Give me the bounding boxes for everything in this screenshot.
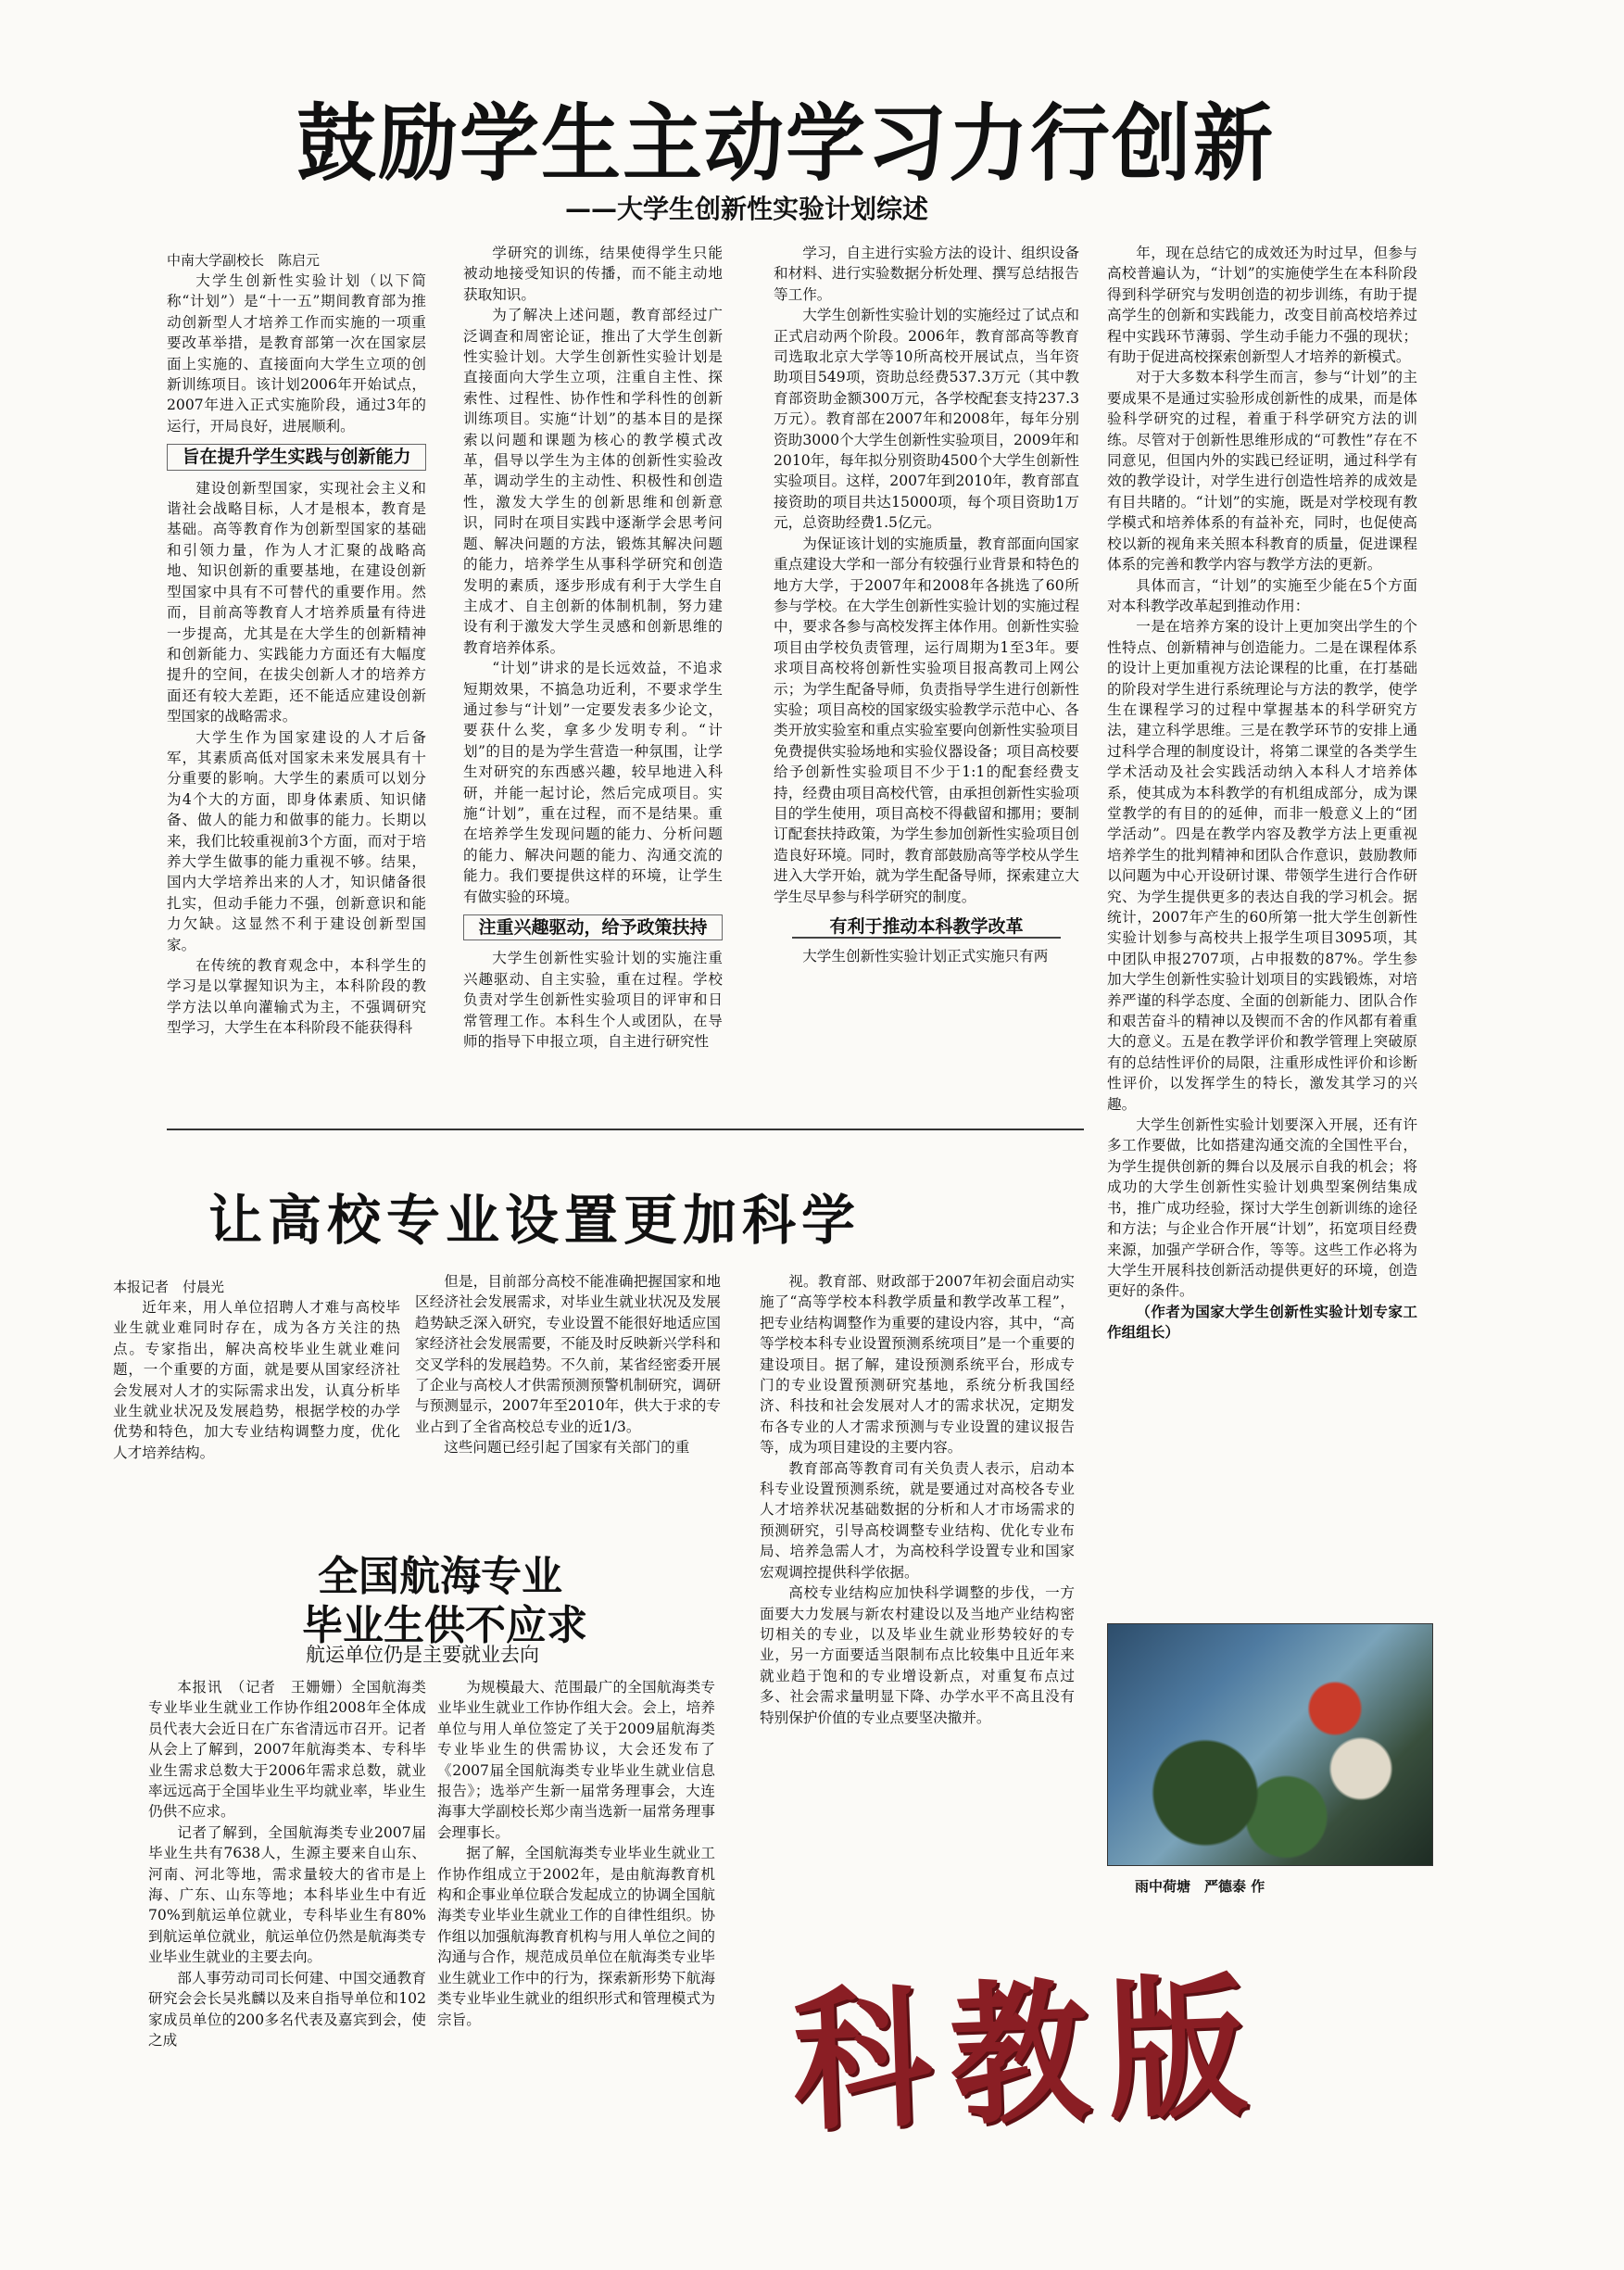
article3-column-2 (437, 1677, 715, 2112)
paragraph: 近年来，用人单位招聘人才难与高校毕业生就业难同时存在，成为各方关注的热点。专家指出，解决高校毕业生就业难问题，一个重要的方面，就是要从国家经济社会发展对人才的实际需求出发，认真分析毕业生就业状况及发展趋势，根据学校的办学优势和特色，加大专业结构调整力度，优化人才培养结构。 (113, 1299, 400, 1461)
article2-column-2 (415, 1271, 721, 1512)
article1-subheading-3: 有利于推动本科教学改革 (792, 916, 1061, 939)
paragraph: 对于大多数本科学生而言，参与“计划”的主要成果不是通过实验形成创新性的成果，而是体验科学研究的过程，着重于科学研究方法的训练。尽管对于创新性思维形成的“可教性”存在不同意见，但国内外的实践已经证明，通过科学有效的教学设计，对学生进行创造性培养的成效是有目共睹的。“计划”的实施，既是对学校现有教学模式和培养体系的有益补充，同时，也促使高校以新的视角来关照本科教育的质量，促进课程体系的完善和教学内容与教学方法的更新。 (1107, 369, 1417, 574)
paragraph: 为规模最大、范围最广的全国航海类专业毕业生就业工作协作组大会。会上，培养单位与用人单位签定了关于2009届航海类专业毕业生的供需协议，大会还发布了《2007届全国航海类专业毕业生就业信息报告》；选举产生新一届常务理事会，大连海事大学副校长郑少南当选新一届常务理事会理事长。 (437, 1679, 715, 1841)
paragraph: 大学生作为国家建设的人才后备军，其素质高低对国家未来发展具有十分重要的影响。大学生的素质可以划分为4个大的方面，即身体素质、知识储备、做人的能力和做事的能力。长期以来，我们比较重视前3个方面，而对于培养大学生做事的能力重视不够。结果，国内大学培养出来的人才，知识储备很扎实，但动手能力不强，创新意识和能力欠缺。这显然不利于建设创新型国家。 (167, 728, 426, 953)
article1-column-2 (463, 243, 723, 1179)
paragraph: 学研究的训练，结果使得学生只能被动地接受知识的传播，而不能主动地获取知识。 (463, 245, 723, 303)
paragraph: 教育部高等教育司有关负责人表示，启动本科专业设置预测系统，就是要通过对高校各专业人才培养状况基础数据的分析和人才市场需求的预测研究，引导高校调整专业结构、优化专业布局、培养急需人才，为高校科学设置专业和国家宏观调控提供科学依据。 (760, 1459, 1075, 1581)
article2-column-1 (113, 1277, 400, 1518)
paragraph: 据了解，全国航海类专业毕业生就业工作协作组成立于2002年，是由航海教育机构和企事业单位联合发起成立的协调全国航海类专业毕业生就业工作的自律性组织。协作组以加强航海教育机构与用人单位之间的沟通与合作，规范成员单位在航海类专业毕业生就业工作中的行为，探索新形势下航海类专业毕业生就业的组织形式和管理模式为宗旨。 (437, 1845, 715, 2028)
article2-byline: 本报记者 付晨光 (113, 1279, 225, 1295)
article1-column-1 (167, 250, 426, 1177)
paragraph: 学习，自主进行实验方法的设计、组织设备和材料、进行实验数据分析处理、撰写总结报告等工作。 (774, 245, 1079, 303)
article1-byline: 中南大学副校长 陈启元 (167, 252, 321, 269)
paragraph: 为了解决上述问题，教育部经过广泛调查和周密论证，推出了大学生创新性实验计划。大学生创新性实验计划是直接面向大学生立项，注重自主性、探索性、过程性、协作性和学科性的创新训练项目。实施“计划”的基本目的是探索以问题和课题为核心的教学模式改革，倡导以学生为主体的创新性实验改革，调动学生的主动性、积极性和创造性，激发大学生的创新思维和创新意识，同时在项目实践中逐渐学会思考问题、解决问题的方法，锻炼其解决问题的能力，培养学生从事科学研究和创造发明的素质，逐步形成有利于大学生自主成才、自主创新的体制机制，努力建设有利于激发大学生灵感和创新思维的教育培养体系。 (463, 307, 723, 656)
main-headline: 鼓励学生主动学习力行创新 (296, 95, 1275, 193)
section-stamp: 科教版 (789, 1958, 1268, 2152)
paragraph: 一是在培养方案的设计上更加突出学生的个性特点、创新精神与创造能力。二是在课程体系的设计上更加重视方法论课程的比重，在打基础的阶段对学生进行系统理论与方法的教学，使学生在课程学习的过程中掌握基本的科学研究方法，建立科学思维。三是在教学环节的安排上通过科学合理的制度设计，将第二课堂的各类学生学术活动及社会实践活动纳入本科人才培养体系，使其成为本科教学的有机组成部分，成为课堂教学的有目的的延伸，而非一般意义上的“团学活动”。四是在教学内容及教学方法上更重视培养学生的批判精神和团队合作意识，鼓励教师以问题为中心开设研讨课、带领学生进行合作研究、为学生提供更多的表达自我的学习机会。据统计，2007年产生的60所第一批大学生创新性实验计划参与高校共上报学生项目3095项，其中团队申报2707项，占申报数的87%。学生参加大学生创新性实验计划项目的实践锻炼，对培养严谨的科学态度、全面的创新能力、团队合作和艰苦奋斗的精神以及锲而不舍的作风都有着重大的意义。五是在教学评价和教学管理上突破原有的总结性评价的局限，注重形成性评价和诊断性评价，以发挥学生的特长，激发其学习的兴趣。 (1107, 618, 1417, 1113)
paragraph: 但是，目前部分高校不能准确把握国家和地区经济社会发展需求，对毕业生就业状况及发展趋势缺乏深入研究，专业设置不能很好地适应国家经济社会发展需要，不能及时反映新兴学科和交叉学科的发展趋势。不久前，某省经密委开展了企业与高校人才供需预测预警机制研究，调研与预测显示，2007年至2010年，供大于求的专业占到了全省高校总专业的近1/3。 (415, 1273, 721, 1435)
paragraph: 大学生创新性实验计划正式实施只有两 (802, 948, 1049, 965)
paragraph: 为保证该计划的实施质量，教育部面向国家重点建设大学和一部分有较强行业背景和特色的地方大学，于2007年和2008年各挑选了60所参与学校。在大学生创新性实验计划的实施过程中，要求各参与高校发挥主体作用。创新性实验项目由学校负责管理，运行周期为1至3年。要求项目高校将创新性实验项目报高教司上网公示；为学生配备导师，负责指导学生进行创新性实验；项目高校的国家级实验教学示范中心、各类开放实验室和重点实验室要向创新性实验项目免费提供实验场地和实验仪器设备；项目高校要给予创新性实验项目不少于1:1的配套经费支持，经费由项目高校代管，由承担创新性实验项目的学生使用，项目高校不得截留和挪用；要制订配套扶持政策，为学生参加创新性实验项目创造良好环境。同时，教育部鼓励高等学校从学生进入大学开始，就为学生配备导师，探索建立大学生尽早参与科学研究的制度。 (774, 535, 1079, 905)
paragraph: 高校专业结构应加快科学调整的步伐，一方面要大力发展与新农村建设以及当地产业结构密切相关的专业，以及毕业生就业形势较好的专业，另一方面要适当限制布点比较集中且近年来就业趋于饱和的专业增设新点，对重复布点过多、社会需求量明显下降、办学水平不高且没有特别保护价值的专业点要坚决撤并。 (760, 1584, 1075, 1726)
lotus-painting-image (1107, 1623, 1433, 1866)
paragraph: 年，现在总结它的成效还为时过早，但参与高校普遍认为，“计划”的实施使学生在本科阶段得到科学研究与发明创造的初步训练，有助于提高学生的创新和实践能力，改变目前高校培养过程中实践环节薄弱、学生动手能力不强的现状；有助于促进高校探索创新型人才培养的新模式。 (1107, 245, 1417, 366)
painting-caption: 雨中荷塘 严德泰 作 (1135, 1878, 1265, 1895)
article3-headline-line2: 毕业生供不应求 (302, 1602, 587, 1649)
article1-subheading-1: 旨在提升学生实践与创新能力 (167, 444, 426, 470)
section-divider (167, 1129, 1084, 1130)
article3-column-1 (148, 1677, 426, 2112)
paragraph: 视。教育部、财政部于2007年初会面启动实施了“高等学校本科教学质量和教学改革工程”，把专业结构调整作为重要的建设内容，其中，“高等学校本科专业设置预测系统项目”是一个重要的建设项目。据了解，建设预测系统平台，形成专门的专业设置预测研究基地，系统分析我国经济、科技和社会发展对人才的需求状况，定期发布各专业的人才需求预测与专业设置的建议报告等，成为项目建设的主要内容。 (760, 1273, 1075, 1457)
paragraph: “计划”讲求的是长远效益，不追求短期效果，不搞急功近利，不要求学生通过参与“计划”一定要发表多少论文，要获什么奖，拿多少发明专利。“计划”的目的是为学生营造一种氛围，让学生对研究的东西感兴趣，较早地进入科研，并能一起讨论，然后完成项目。实施“计划”，重在过程，而不是结果。重在培养学生发现问题的能力、分析问题的能力、解决问题的能力、沟通交流的能力。我们要提供这样的环境，让学生有做实验的环境。 (463, 660, 723, 905)
article1-subheading-2: 注重兴趣驱动，给予政策扶持 (463, 914, 723, 940)
paragraph: 本报讯 （记者 王姗姗）全国航海类专业毕业生就业工作协作组2008年全体成员代表大会近日在广东省清远市召开。记者从会上了解到，2007年航海类本、专科毕业生需求总数大于2006年需求总数，就业率远远高于全国毕业生平均就业率，毕业生仍供不应求。 (148, 1679, 426, 1821)
paragraph: 具体而言，“计划”的实施至少能在5个方面对本科教学改革起到推动作用： (1107, 576, 1417, 614)
article2-headline: 让高校专业设置更加科学 (208, 1189, 862, 1252)
paragraph: 大学生创新性实验计划要深入开展，还有许多工作要做，比如搭建沟通交流的全国性平台，为学生提供创新的舞台以及展示自我的机会；将成功的大学生创新性实验计划典型案例结集成书，推广成功经验，探讨大学生创新训练的途径和方法；与企业合作开展“计划”，拓宽项目经费来源，加强产学研合作，等等。这些工作必将为大学生开展科技创新活动提供更好的环境，创造更好的条件。 (1107, 1116, 1417, 1300)
article3-headline-line1: 全国航海专业 (318, 1553, 562, 1600)
paragraph: 大学生创新性实验计划（以下简称“计划”）是“十一五”期间教育部为推动创新型人才培养工作而实施的一项重要改革举措，是教育部第一次在国家层面上实施的、直接面向大学生立项的创新训练项目。该计划2006年开始试点，2007年进入正式实施阶段，通过3年的运行，开局良好，进展顺利。 (167, 272, 426, 435)
paragraph: 这些问题已经引起了国家有关部门的重 (444, 1439, 690, 1457)
article2-column-3 (760, 1271, 1075, 1767)
author-note: （作者为国家大学生创新性实验计划专家工作组组长） (1107, 1302, 1417, 1342)
main-subtitle: ——大学生创新性实验计划综述 (565, 194, 929, 224)
paragraph: 部人事劳动司司长何建、中国交通教育研究会会长吴兆麟以及来自指导单位和102家成员单位的200多名代表及嘉宾到会，使之成 (148, 1969, 426, 2049)
article3-subtitle: 航运单位仍是主要就业去向 (306, 1644, 539, 1666)
paragraph: 在传统的教育观念中，本科学生的学习是以掌握知识为主，本科阶段的教学方法以单向灌输式为主，不强调研究型学习，大学生在本科阶段不能获得科 (167, 957, 426, 1037)
article1-column-4 (1107, 243, 1417, 1591)
paragraph: 建设创新型国家，实现社会主义和谐社会战略目标，人才是根本，教育是基础。高等教育作为创新型国家的基础和引领力量，作为人才汇聚的战略高地、知识创新的重要基地，在建设创新型国家中具有不可替代的重要作用。然而，目前高等教育人才培养质量有待进一步提高，尤其是在大学生的创新精神和创新能力、实践能力方面还有大幅度提升的空间，在拔尖创新人才的培养方面还有较大差距，还不能适应建设创新型国家的战略需求。 (167, 479, 426, 725)
paragraph: 大学生创新性实验计划的实施经过了试点和正式启动两个阶段。2006年，教育部高等教育司选取北京大学等10所高校开展试点，当年资助项目549项，资助总经费537.3万元（其中教育部资助金额300万元，各学校配套支持237.3万元）。教育部在2007年和2008年，每年分别资助3000个大学生创新性实验项目，2009年和2010年，每年拟分别资助4500个大学生创新性实验项目。这样，2007年到2010年，教育部直接资助的项目共达15000项，每个项目资助1万元，总资助经费1.5亿元。 (774, 307, 1079, 532)
paragraph: 大学生创新性实验计划的实施注重兴趣驱动、自主实验，重在过程。学校负责对学生创新性实验项目的评审和日常管理工作。本科生个人或团队，在导师的指导下申报立项，自主进行研究性 (463, 950, 723, 1051)
paragraph: 记者了解到，全国航海类专业2007届毕业生共有7638人，生源主要来自山东、河南、河北等地，需求量较大的省市是上海、广东、山东等地；本科毕业生中有近70%到航运单位就业，专科毕业生有80%到航运单位就业，航运单位仍然是航海类专业毕业生就业的主要去向。 (148, 1823, 426, 1966)
article1-column-3 (774, 243, 1079, 1179)
